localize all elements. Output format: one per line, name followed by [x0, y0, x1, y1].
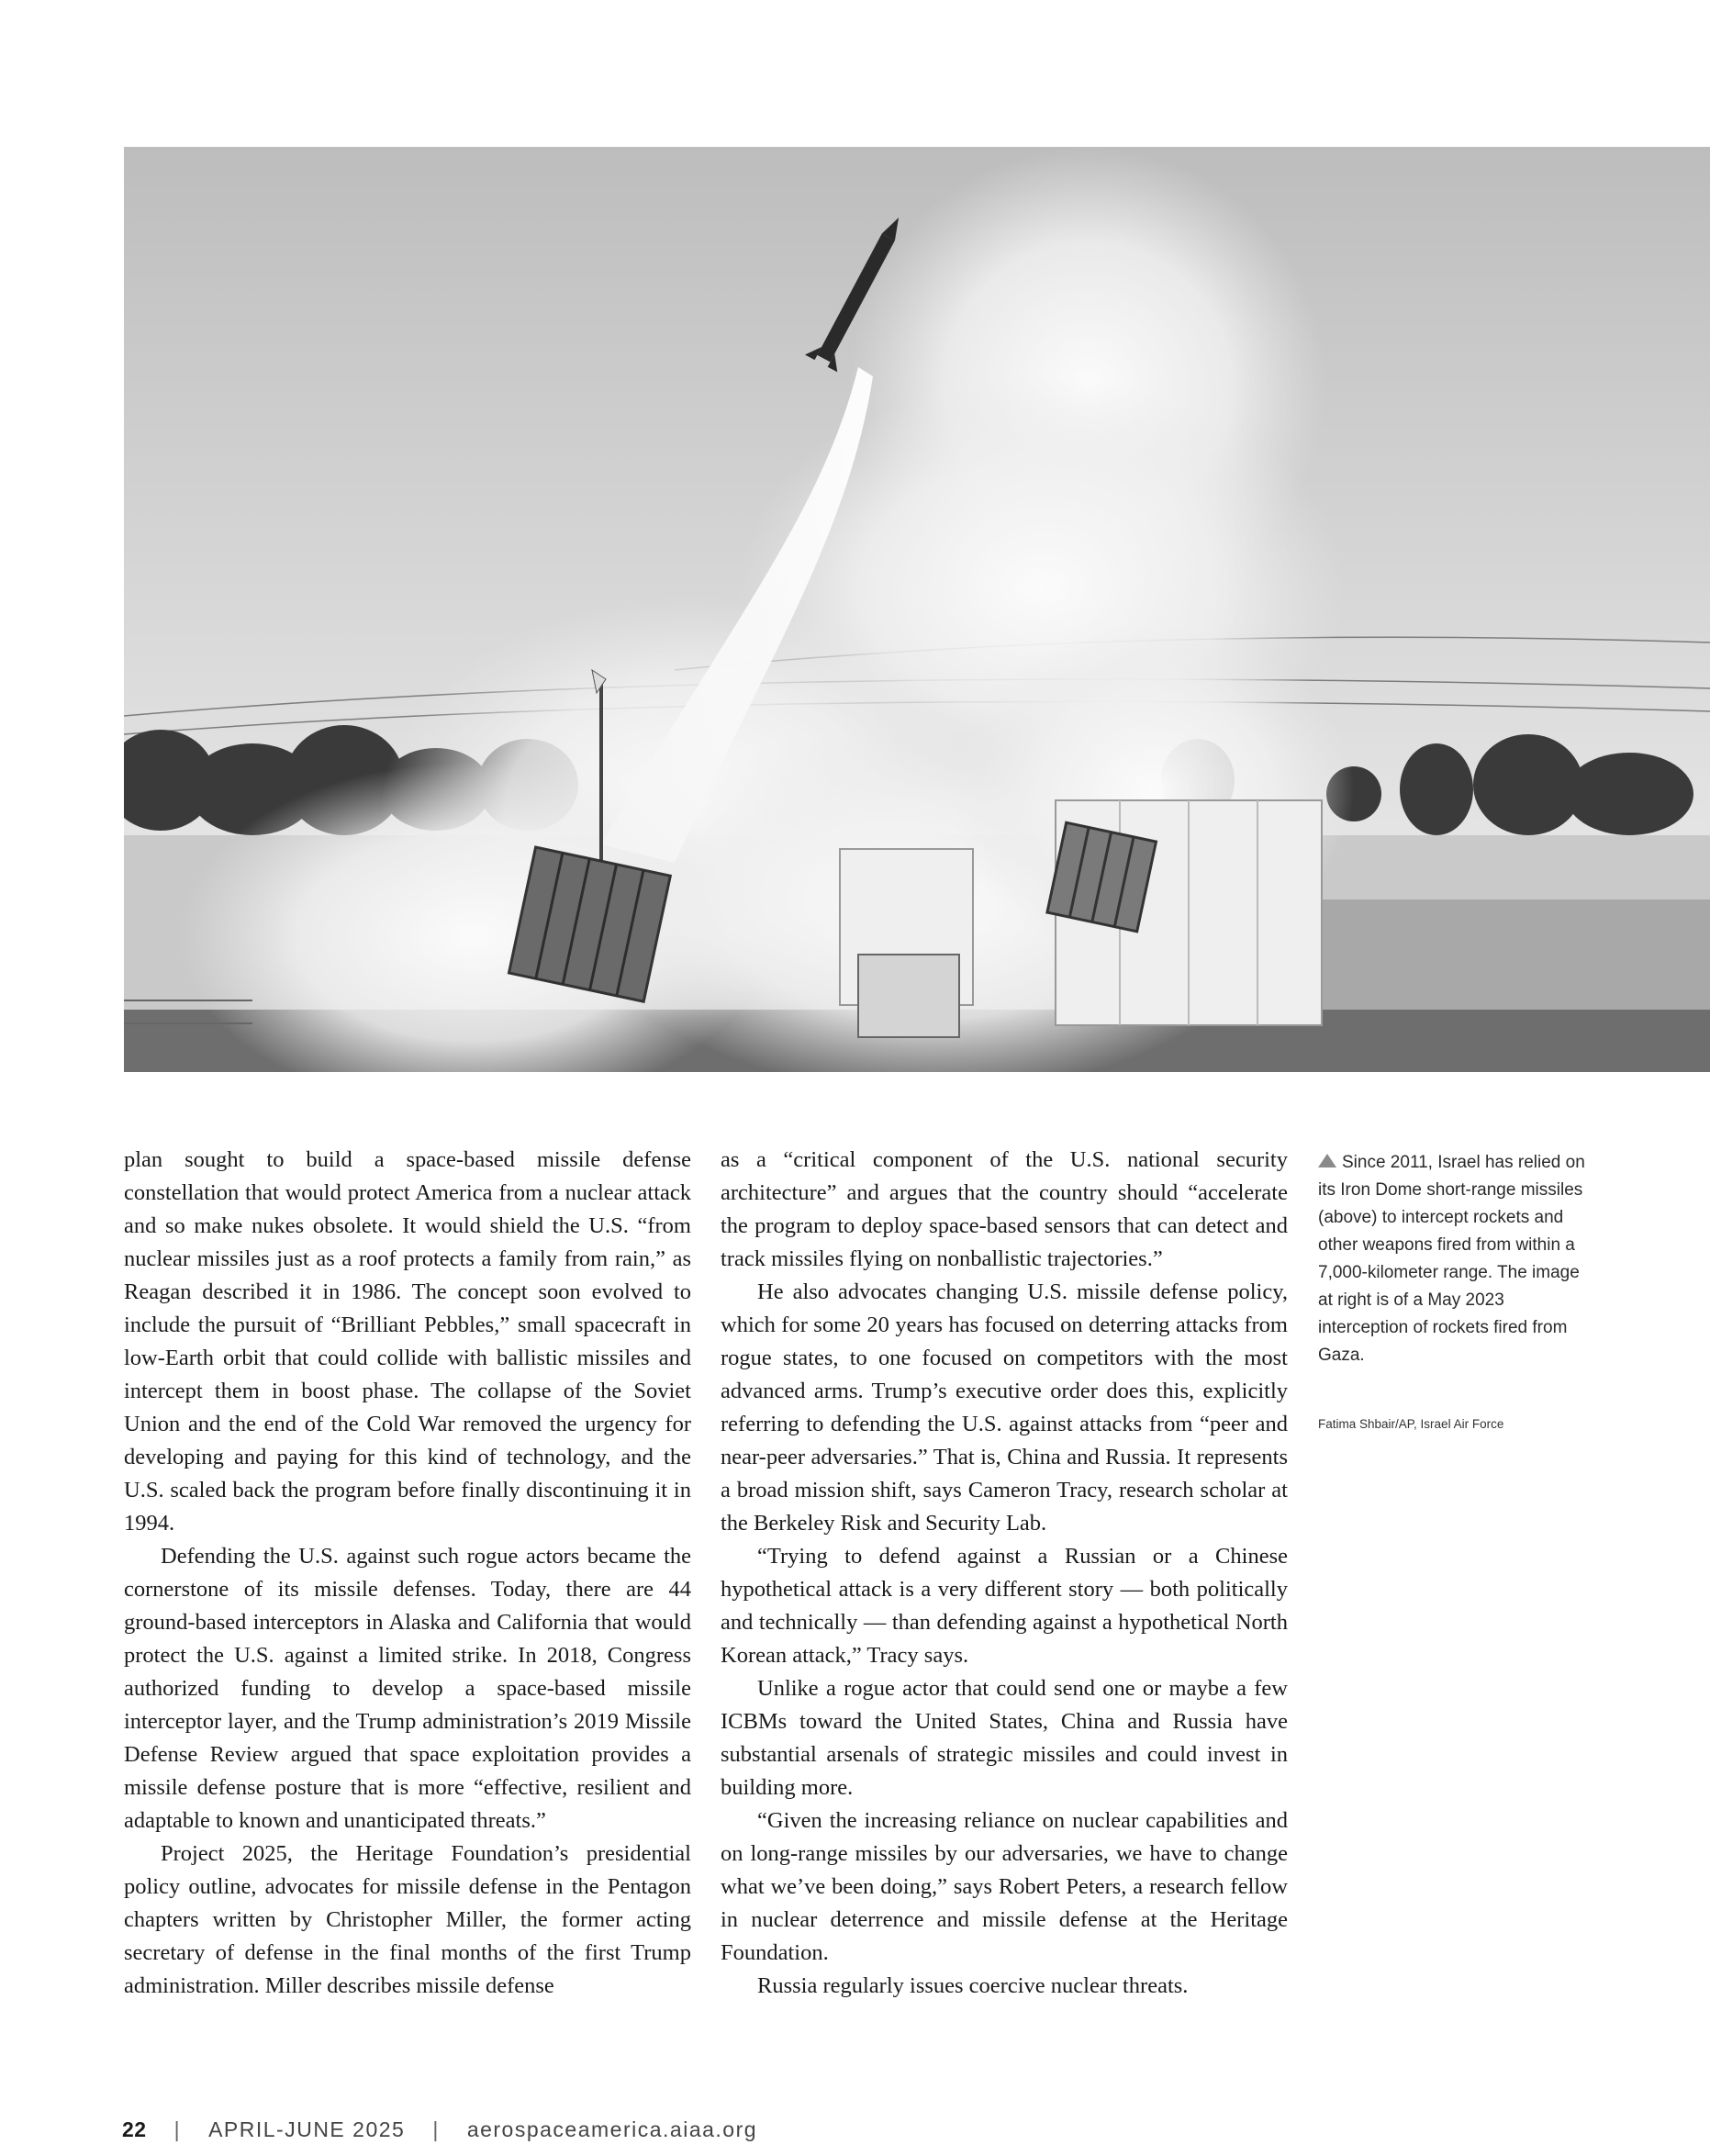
- article-paragraph: Project 2025, the Heritage Foundation’s presidential policy outline, advocates for missile defense in the Pentagon chapters written by Christopher Miller, the former acting secretary of defense in the final months of the first Trump administration. Miller describes missile defense: [124, 1841, 691, 1998]
- article-column-1: [124, 1144, 691, 2003]
- article-paragraph: He also advocates changing U.S. missile defense policy, which for some 20 years has focused on deterring attacks from rogue states, to one focused on competitors with the most advanced arms. Trump’s executive order does this, explicitly referring to defending the U.S. against attacks from “peer and near-peer adversaries.” That is, China and Russia. It represents a broad mission shift, says Cameron Tracy, research scholar at the Berkeley Risk and Security Lab.: [721, 1279, 1288, 1536]
- article-paragraph: Russia regularly issues coercive nuclear threats.: [757, 1973, 1189, 1998]
- article-paragraph: “Trying to defend against a Russian or a Chinese hypothetical attack is a very different story — both politically and technically — than defending against a hypothetical North Korean attack,” Tracy says.: [721, 1544, 1288, 1668]
- article-paragraph: Defending the U.S. against such rogue actors became the cornerstone of its missile defenses. Today, there are 44 ground-based interceptors in Alaska and California that would protect the U.S. against a limited strike. In 2018, Congress authorized funding to develop a space-based missile interceptor layer, and the Trump administration’s 2019 Missile Defense Review argued that space exploitation provides a missile defense posture that is more “effective, resilient and adaptable to known and unanticipated threats.”: [124, 1544, 691, 1833]
- website-url: aerospaceamerica.aiaa.org: [466, 2117, 758, 2141]
- page-number: 22: [122, 2117, 147, 2141]
- photo-illustration: [124, 147, 1710, 1072]
- photo-caption: [1318, 1149, 1590, 1369]
- caption-text: Since 2011, Israel has relied on its Iron Dome short-range missiles (above) to intercept rockets and other weapons fired from within a 7,000-kilometer range. The image at right is of a May 2023 interception of rockets fired from Gaza.: [1318, 1153, 1585, 1365]
- triangle-up-icon: [1318, 1154, 1336, 1167]
- iron-dome-launch-photo: [124, 147, 1710, 1072]
- footer-separator: |: [432, 2117, 440, 2141]
- footer-separator: |: [173, 2117, 182, 2141]
- article-paragraph: plan sought to build a space-based missile defense constellation that would protect America from a nuclear attack and so make nukes obsolete. It would shield the U.S. “from nuclear missiles just as a roof protects a family from rain,” as Reagan described it in 1986. The concept soon evolved to include the pursuit of “Brilliant Pebbles,” small spacecraft in low-Earth orbit that could collide with ballistic missiles and intercept them in boost phase. The collapse of the Soviet Union and the end of the Cold War removed the urgency for developing and paying for this kind of technology, and the U.S. scaled back the program before finally discontinuing it in 1994.: [124, 1147, 691, 1536]
- photo-credit: Fatima Shbair/AP, Israel Air Force: [1318, 1417, 1504, 1431]
- article-column-2: [721, 1144, 1288, 2003]
- article-paragraph: as a “critical component of the U.S. national security architecture” and argues that the country should “accelerate the program to deploy space-based sensors that can detect and track missiles flying on nonballistic trajectories.”: [721, 1147, 1288, 1271]
- article-paragraph: Unlike a rogue actor that could send one or maybe a few ICBMs toward the United States, China and Russia have substantial arsenals of strategic missiles and could invest in building more.: [721, 1676, 1288, 1800]
- article-paragraph: “Given the increasing reliance on nuclear capabilities and on long-range missiles by our adversaries, we have to change what we’ve been doing,” says Robert Peters, a research fellow in nuclear deterrence and missile defense at the Heritage Foundation.: [721, 1808, 1288, 1965]
- page-footer: [122, 2117, 757, 2145]
- issue-date: APRIL-JUNE 2025: [208, 2117, 406, 2141]
